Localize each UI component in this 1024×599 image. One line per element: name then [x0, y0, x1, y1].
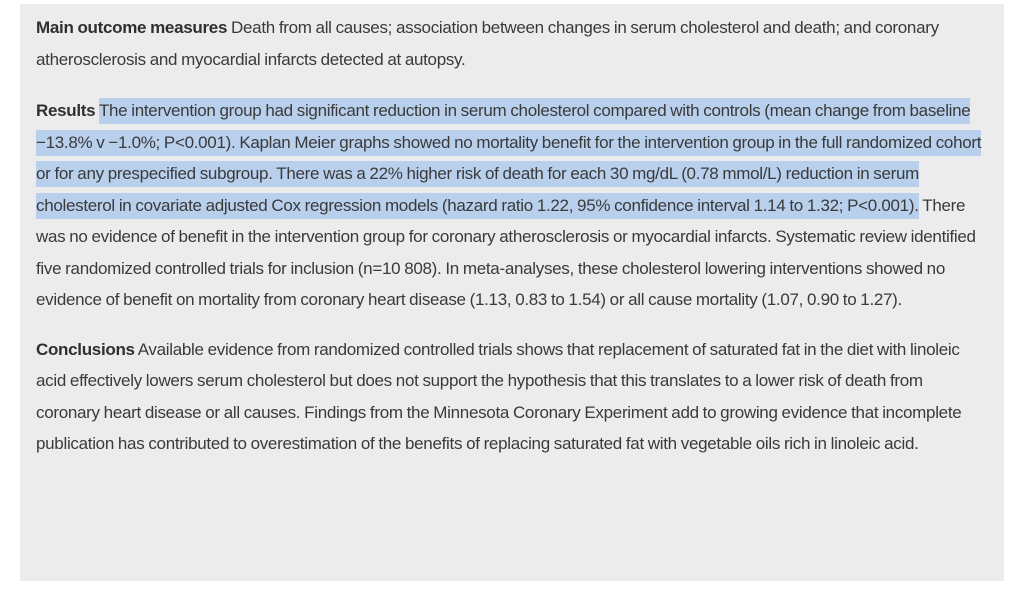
conclusions-label: Conclusions — [36, 339, 135, 359]
results-label: Results — [36, 101, 96, 120]
main-outcome-paragraph — [36, 12, 986, 75]
results-paragraph — [36, 95, 986, 316]
main-outcome-label: Main outcome measures — [36, 18, 228, 37]
abstract-panel — [20, 4, 1004, 581]
conclusions-paragraph — [36, 334, 986, 460]
main-outcome-text: Death from all causes; association between changes in serum cholesterol and death; and coronary atherosclerosis and myocardial infarcts detected at autopsy. — [36, 18, 939, 69]
conclusions-text: Available evidence from randomized controlled trials shows that replacement of saturated fat in the diet with linoleic acid effectively lowers serum cholesterol but does not support the hypothesis that this translates to a lower risk of death from coronary heart disease or all causes. Findings from the Minnesota Coronary Experiment add to growing evidence that incomplete publication has contributed to overestimation of the benefits of replacing saturated fat with vegetable oils rich in linoleic acid. — [36, 339, 962, 453]
results-highlighted-text[interactable]: The intervention group had significant reduction in serum cholesterol compared with controls (mean change from baseline −13.8% v −1.0%; P<0.001). Kaplan Meier graphs showed no mortality benefit for the intervention group in the full randomized cohort or for any prespecified subgroup. There was a 22% higher risk of death for each 30 mg/dL (0.78 mmol/L) reduction in serum cholesterol in covariate adjusted Cox regression models (hazard ratio 1.22, 95% confidence interval 1.14 to 1.32; P<0.001). — [36, 98, 981, 219]
results-text: There was no evidence of benefit in the intervention group for coronary atherosclerosis or myocardial infarcts. Systematic review identified five randomized controlled trials for inclusion (n=10 808). In meta-analyses, these cholesterol lowering interventions showed no evidence of benefit on mortality from coronary heart disease (1.13, 0.83 to 1.54) or all cause mortality (1.07, 0.90 to 1.27). — [36, 195, 976, 309]
